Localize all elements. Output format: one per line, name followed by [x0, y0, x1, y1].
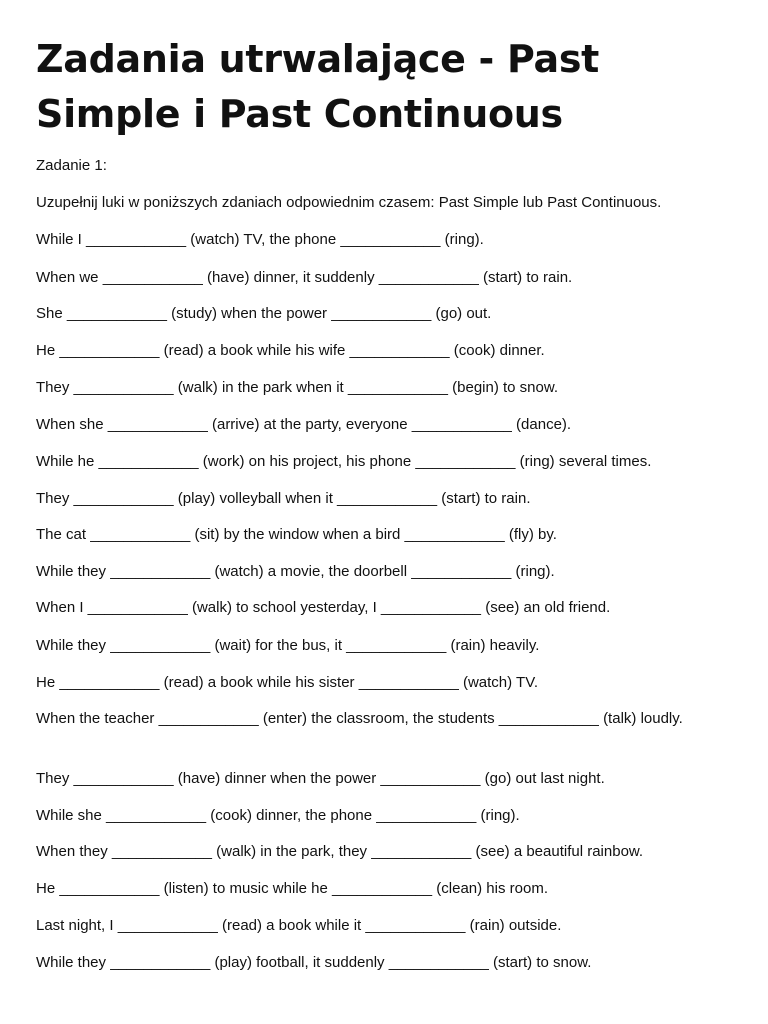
exercise-sentence: While she ____________ (cook) dinner, the phone ____________ (ring). — [36, 807, 520, 824]
exercise-sentence: He ____________ (read) a book while his wife ____________ (cook) dinner. — [36, 342, 545, 359]
exercise-sentence: He ____________ (listen) to music while he ____________ (clean) his room. — [36, 880, 548, 897]
exercise-sentence: When we ____________ (have) dinner, it suddenly ____________ (start) to rain. — [36, 269, 573, 286]
exercise-sentence: They ____________ (have) dinner when the power ____________ (go) out last night. — [36, 770, 605, 787]
exercise-sentence: They ____________ (play) volleyball when it ____________ (start) to rain. — [36, 490, 531, 507]
exercise-sentence: While they ____________ (play) football, it suddenly ____________ (start) to snow. — [36, 954, 592, 971]
exercise-sentence: They ____________ (walk) in the park when it ____________ (begin) to snow. — [36, 379, 559, 396]
task-instruction: Uzupełnij luki w poniższych zdaniach odpowiednim czasem: Past Simple lub Past Continuous. — [36, 194, 662, 211]
task-heading: Zadanie 1: — [36, 157, 107, 174]
page-title: Zadania utrwalające - Past Simple i Past Continuous — [36, 37, 600, 136]
exercise-sentence: Last night, I ____________ (read) a book while it ____________ (rain) outside. — [36, 917, 562, 934]
exercise-sentence: He ____________ (read) a book while his sister ____________ (watch) TV. — [36, 674, 539, 691]
exercise-sentence: While I ____________ (watch) TV, the phone ____________ (ring). — [36, 231, 484, 248]
exercise-sentence: When I ____________ (walk) to school yesterday, I ____________ (see) an old friend. — [36, 599, 611, 616]
exercise-sentence: While they ____________ (wait) for the bus, it ____________ (rain) heavily. — [36, 637, 540, 654]
exercise-sentence: She ____________ (study) when the power ____________ (go) out. — [36, 305, 492, 322]
exercise-sentence: When the teacher ____________ (enter) the classroom, the students ____________ (talk) loudly. — [36, 710, 683, 727]
exercise-sentence: When they ____________ (walk) in the park, they ____________ (see) a beautiful rainbow. — [36, 843, 644, 860]
exercise-sentence: The cat ____________ (sit) by the window when a bird ____________ (fly) by. — [36, 526, 557, 543]
exercise-sentence: While they ____________ (watch) a movie, the doorbell ____________ (ring). — [36, 563, 555, 580]
exercise-sentence: When she ____________ (arrive) at the party, everyone ____________ (dance). — [36, 416, 572, 433]
exercise-sentence: While he ____________ (work) on his project, his phone ____________ (ring) several times. — [36, 453, 652, 470]
